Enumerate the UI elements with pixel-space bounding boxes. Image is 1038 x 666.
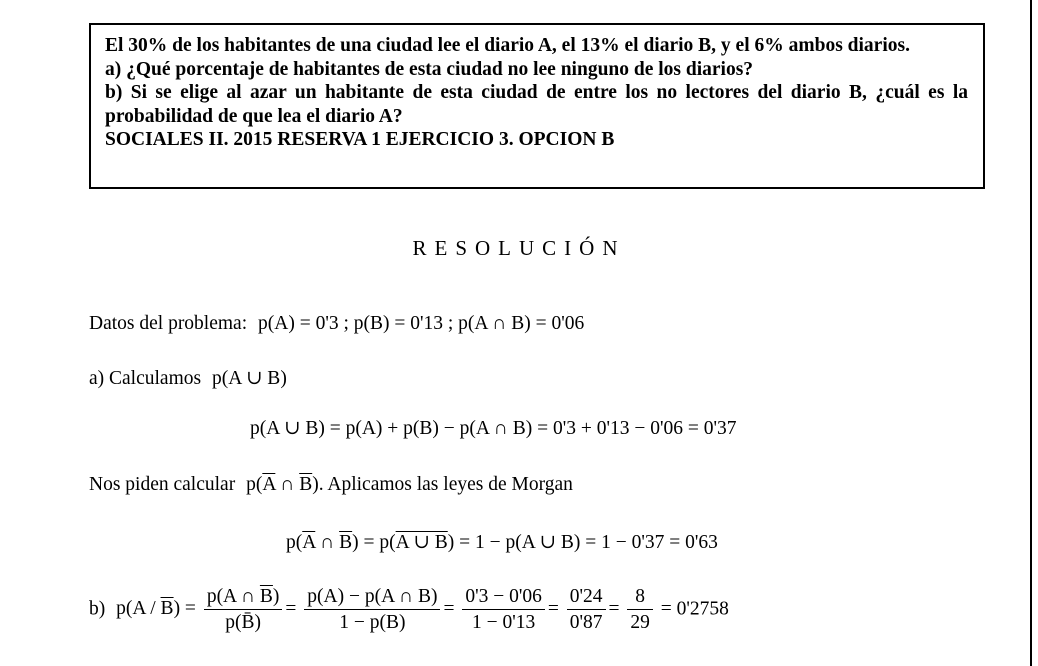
problem-source: SOCIALES II. 2015 RESERVA 1 EJERCICIO 3. OPCION B [105,129,615,150]
part-a-line [89,366,287,390]
fraction-1: $\frac{p(A \cap \overline{B})}{p(B̄)}$ [204,586,283,634]
problem-statement-box [89,23,985,189]
part-b-equation: b) $p(A / \overline{B})$ = $\frac{p(A \cap \overline{B})}{p(B̄)}$ = $\frac{p(A) - p(A \cap B)}{1 - p(B)}$ = $\frac{0'3 - 0'06}{1 - 0'13}$ = $\frac{0'24}{0'87}$ = $\frac{8}{29}$ = 0'2758 [89,586,729,633]
union-equation: p(A ∪ B) = p(A) + p(B) − p(A ∩ B) = 0'3 + 0'13 − 0'06 = 0'37 [250,418,737,439]
problem-text: El 30% de los habitantes de una ciudad lee el diario A, el 13% el diario B, y el 6% ambos diarios. [105,35,910,56]
morgan-prefix: Nos piden calcular [89,474,236,495]
fraction-4: $\frac{0'24}{0'87}$ [567,586,606,634]
part-b-result: = 0'2758 [660,598,729,620]
datos-formula: p(A) = 0'3 ; p(B) = 0'13 ; p(A ∩ B) = 0'06 [258,313,585,334]
question-b: b) Si se elige al azar un habitante de esta ciudad de entre los no lectores del diario B, ¿cuál es la probabilidad de que lea el diario A? [105,82,968,127]
question-a: a) ¿Qué porcentaje de habitantes de esta ciudad no lee ninguno de los diarios? [105,58,754,80]
fraction-2: $\frac{p(A) - p(A \cap B)}{1 - p(B)}$ [304,586,440,634]
part-a-label: a) Calculamos [89,368,202,389]
fraction-5: $\frac{8}{29}$ [627,586,653,634]
morgan-result: = 1 − p(A ∪ B) = 1 − 0'37 = 0'63 [459,532,718,553]
part-a-target: p(A ∪ B) [211,368,287,389]
morgan-line [89,474,573,496]
datos-label: Datos del problema: [89,313,248,334]
resolution-heading: RESOLUCIÓN [412,236,626,260]
fraction-3: $\frac{0'3 - 0'06}{1 - 0'13}$ [462,586,545,634]
morgan-suffix: . Aplicamos las leyes de Morgan [318,474,573,495]
part-b-label: b) [89,598,106,620]
complement-intersection: $p(\overline{A}$ ∩ $\overline{B}$) [246,474,319,495]
datos-line [89,313,584,335]
morgan-equation: $p(\overline{A}$ ∩ $\overline{B}) = p(A$ ∪ B) = 1 − p(A ∪ B) = 1 − 0'37 = 0'63 [286,532,718,553]
page-right-border [1030,0,1032,666]
